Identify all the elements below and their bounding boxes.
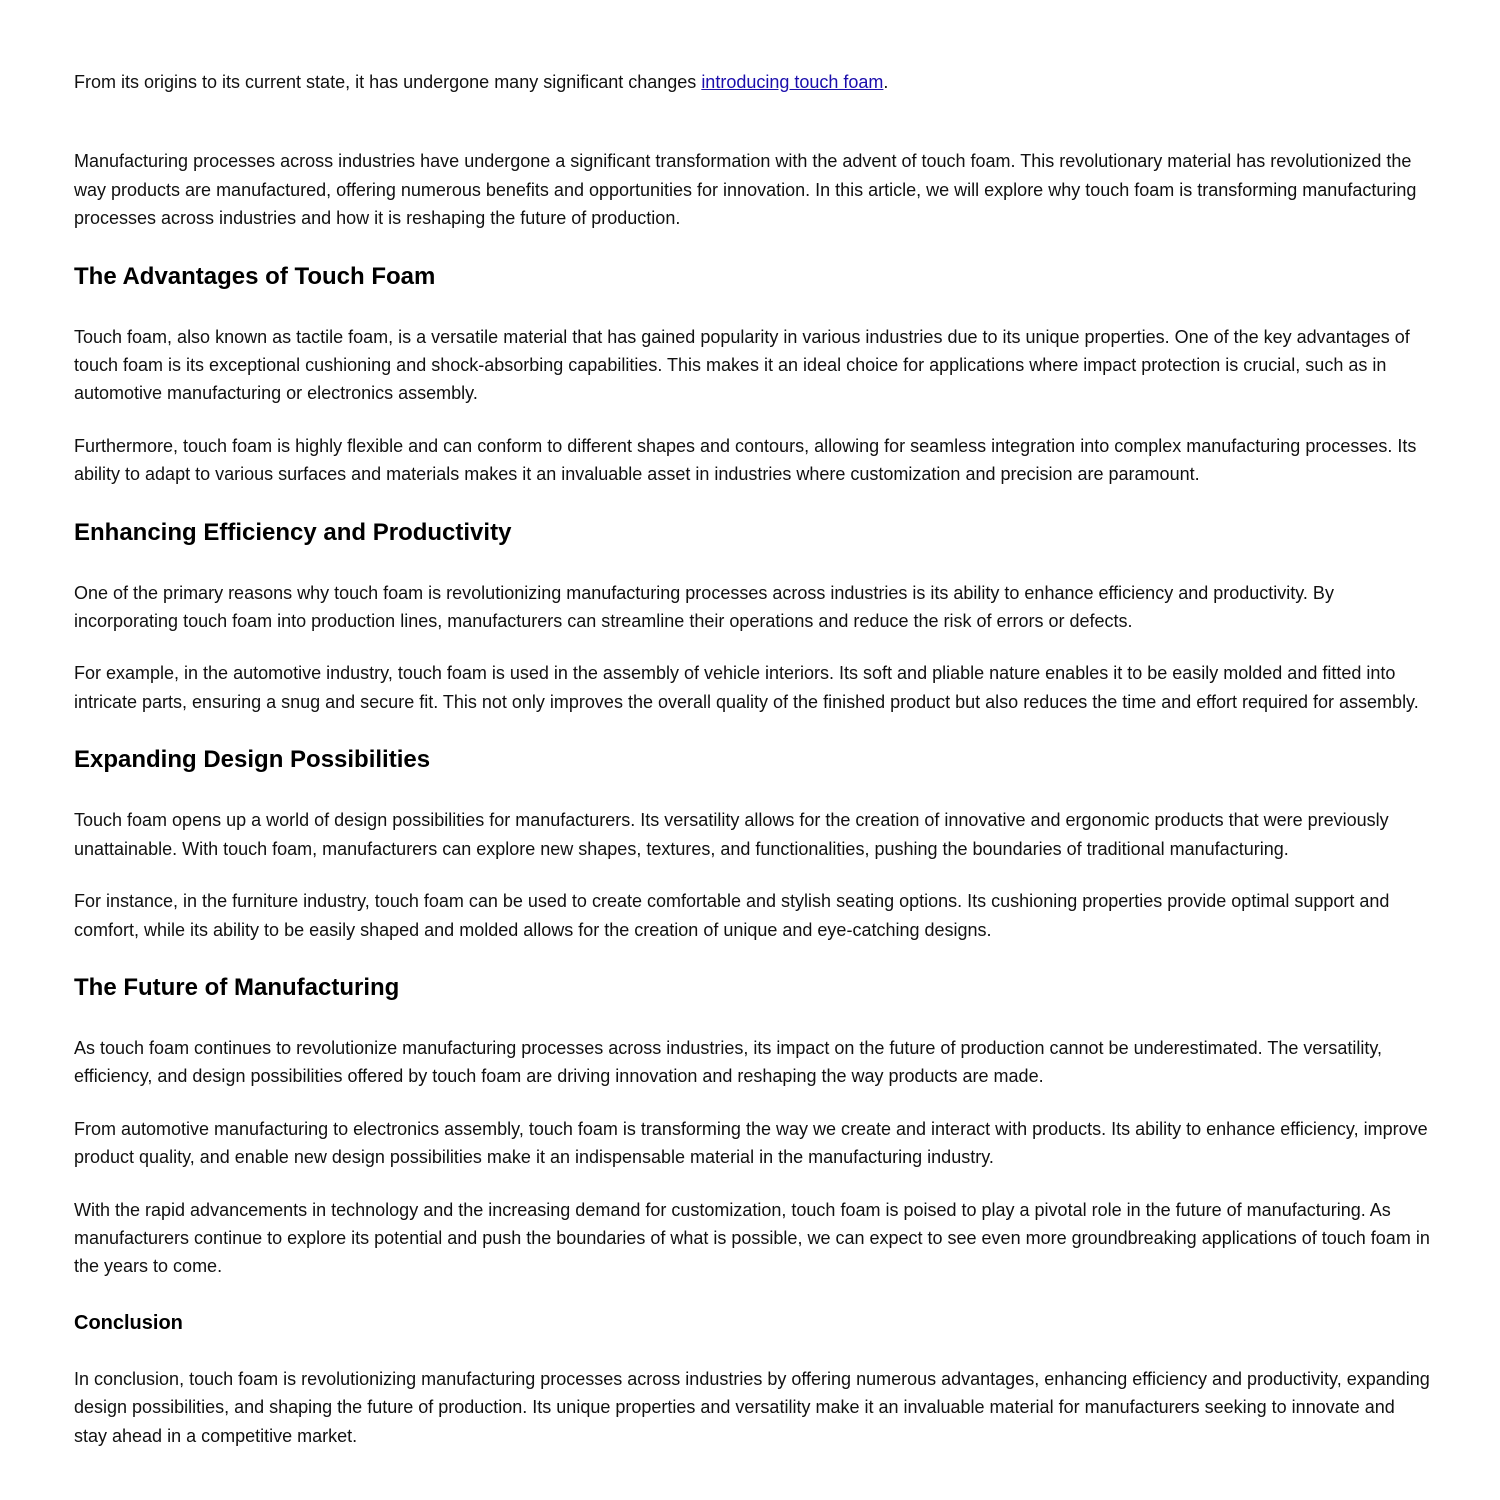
heading-design: Expanding Design Possibilities (74, 746, 431, 774)
paragraph-advantages-1: Touch foam, also known as tactile foam, is a versatile material that has gained popularity in various industries due to its unique properties. One of the key advantages of touch foam is its exceptional cushioning and shock-absorbing capabilities. This makes it an ideal choice for applications where impact protection is crucial, such as in automotive manufacturing or electronics assembly. (74, 326, 1410, 404)
paragraph-efficiency-2: For example, in the automotive industry, touch foam is used in the assembly of vehicle interiors. Its soft and pliable nature enables it to be easily molded and fitted into intricate parts, ensuring a snug and secure fit. This not only improves the overall quality of the finished product but also reduces the time and effort required for assembly. (74, 663, 1419, 712)
paragraph-intro-overview: Manufacturing processes across industries have undergone a significant transformation with the advent of touch foam. This revolutionary material has revolutionized the way products are manufactured, offering numerous benefits and opportunities for innovation. In this article, we will explore why touch foam is transforming manufacturing processes across industries and how it is reshaping the future of production. (74, 151, 1417, 229)
article-body (74, 68, 1430, 1450)
intro-suffix: . (883, 72, 889, 92)
heading-conclusion: Conclusion (74, 1311, 183, 1334)
paragraph-efficiency-1: One of the primary reasons why touch foam is revolutionizing manufacturing processes across industries is its ability to enhance efficiency and productivity. By incorporating touch foam into production lines, manufacturers can streamline their operations and reduce the risk of errors or defects. (74, 582, 1334, 632)
intro-text: From its origins to its current state, it has undergone many significant changes (74, 72, 702, 92)
heading-future: The Future of Manufacturing (74, 973, 400, 1001)
paragraph-design-2: For instance, in the furniture industry, touch foam can be used to create comfortable and stylish seating options. Its cushioning properties provide optimal support and comfort, while its ability to be easily shaped and molded allows for the creation of unique and eye-catching designs. (74, 891, 1390, 940)
paragraph-advantages-2: Furthermore, touch foam is highly flexible and can conform to different shapes and contours, allowing for seamless integration into complex manufacturing processes. Its ability to adapt to various surfaces and materials makes it an invaluable asset in industries where customization and precision are paramount. (74, 435, 1417, 485)
introducing-touch-foam-link[interactable]: introducing touch foam (701, 72, 884, 92)
paragraph-design-1: Touch foam opens up a world of design possibilities for manufacturers. Its versatility allows for the creation of innovative and ergonomic products that were previously unattainable. With touch foam, manufacturers can explore new shapes, textures, and functionalities, pushing the boundaries of traditional manufacturing. (74, 810, 1389, 859)
paragraph-future-2: From automotive manufacturing to electronics assembly, touch foam is transforming the way we create and interact with products. Its ability to enhance efficiency, improve product quality, and enable new design possibilities make it an indispensable material in the manufacturing industry. (74, 1118, 1428, 1168)
paragraph-future-3: With the rapid advancements in technology and the increasing demand for customization, touch foam is poised to play a pivotal role in the future of manufacturing. As manufacturers continue to explore its potential and push the boundaries of what is possible, we can expect to see even more groundbreaking applications of touch foam in the years to come. (74, 1199, 1430, 1277)
heading-advantages: The Advantages of Touch Foam (74, 262, 436, 290)
intro-paragraph (74, 68, 1430, 96)
paragraph-future-1: As touch foam continues to revolutionize manufacturing processes across industries, its impact on the future of production cannot be underestimated. The versatility, efficiency, and design possibilities offered by touch foam are driving innovation and reshaping the way products are made. (74, 1037, 1383, 1087)
heading-efficiency: Enhancing Efficiency and Productivity (74, 518, 512, 546)
paragraph-conclusion: In conclusion, touch foam is revolutionizing manufacturing processes across industries by offering numerous advantages, enhancing efficiency and productivity, expanding design possibilities, and shaping the future of production. Its unique properties and versatility make it an invaluable material for manufacturers seeking to innovate and stay ahead in a competitive market. (74, 1368, 1430, 1446)
